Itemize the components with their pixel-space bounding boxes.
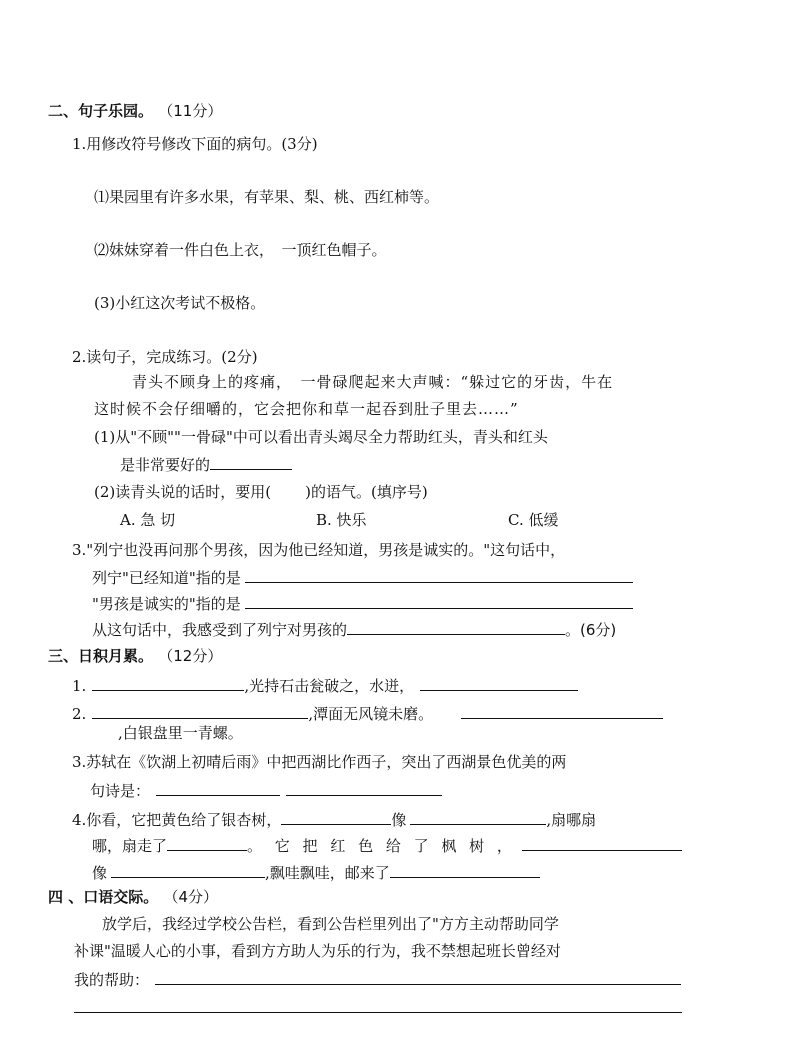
q3-4-line-3 <box>92 861 540 883</box>
q3-4-blank-1[interactable] <box>281 808 391 825</box>
q2-3-blank-3[interactable] <box>347 618 565 635</box>
q2-2-passage-line-2: 这时候不会仔细嚼的，它会把你和草一起吞到肚子里去……” <box>94 400 519 418</box>
q3-4-text-a2: 像 <box>391 811 407 829</box>
q2-3-line-1: 3."列宁也没再问那个男孩，因为他已经知道，男孩是诚实的。"这句话中， <box>72 541 566 559</box>
q3-1-blank-1[interactable] <box>92 674 244 691</box>
q3-2-blank-1[interactable] <box>92 702 308 719</box>
q3-3-line-1: 3.苏轼在《饮湖上初晴后雨》中把西湖比作西子，突出了西湖景色优美的两 <box>72 753 567 771</box>
q3-2-continuation: ,白银盘里一青螺。 <box>118 724 243 742</box>
q3-3-line-2-text: 句诗是： <box>90 782 151 800</box>
q2-2-part-2-text-b: )的语气。(填序号) <box>305 483 428 501</box>
q2-2-part-1-line-2 <box>120 453 292 475</box>
q2-1-sentence-2: ⑵妹妹穿着一件白色上衣， 一顶红色帽子。 <box>94 241 387 259</box>
q3-2-blank-2[interactable] <box>461 702 663 719</box>
s4-answer-blank-1[interactable] <box>155 968 681 985</box>
q3-1 <box>72 674 578 696</box>
q2-1-stem: 1.用修改符号修改下面的病句。(3分) <box>72 135 318 153</box>
section-3-score: （12分） <box>158 647 223 665</box>
q2-3-line-4-text: 从这句话中，我感受到了列宁对男孩的 <box>92 621 348 639</box>
q2-2-part-1-line-1: (1)从"不顾""一骨碌"中可以看出青头竭尽全力帮助红头，青头和红头 <box>94 428 548 446</box>
q3-4-blank-2[interactable] <box>410 808 546 825</box>
q3-2 <box>72 702 663 724</box>
q3-4-blank-3[interactable] <box>167 834 247 851</box>
q3-4-blank-6[interactable] <box>390 861 540 878</box>
q2-2-option-b: B. 快乐 <box>316 511 367 529</box>
q2-2-passage-line-1: 青头不顾身上的疼痛， 一骨碌爬起来大声喊：“躲过它的牙齿，牛在 <box>132 373 614 391</box>
q3-4-line-1 <box>72 808 596 830</box>
q3-2-text: ,潭面无风镜未磨。 <box>308 705 434 723</box>
q3-4-text-b2: 。 它 把 红 色 给 了 枫 树 ， <box>247 837 516 855</box>
q2-2-option-c: C. 低缓 <box>508 511 559 529</box>
section-4-heading <box>48 887 218 907</box>
q2-3-line-4 <box>92 618 616 640</box>
s4-line-3-text: 我的帮助： <box>74 971 150 989</box>
section-3-heading <box>48 646 222 666</box>
q2-2-part-2-text-a: (2)读青头说的话时，要用( <box>94 483 272 501</box>
q3-4-line-2 <box>92 834 682 856</box>
q3-4-text-a3: ,扇哪扇 <box>546 811 597 829</box>
q2-2-option-a: A. 急 切 <box>120 511 176 529</box>
q3-1-text: ,光持石击瓮破之，水迸， <box>244 677 415 695</box>
q2-3-line-4-end: 。(6分) <box>565 621 617 639</box>
q3-3-blank-1[interactable] <box>156 779 280 796</box>
s4-line-1: 放学后，我经过学校公告栏，看到公告栏里列出了"方方主动帮助同学 <box>102 915 559 933</box>
q2-2-part-1-text: 是非常要好的 <box>120 456 211 474</box>
q3-3-line-2 <box>90 779 442 801</box>
s4-answer-blank-2[interactable] <box>74 1012 682 1013</box>
q2-2-answer-blank[interactable] <box>210 453 292 470</box>
s4-line-2: 补课"温暖人心的小事，看到方方助人为乐的行为，我不禁想起班长曾经对 <box>74 942 561 960</box>
section-4-title: 四 、口语交际。 <box>48 888 159 906</box>
section-4-score: （4分） <box>163 888 219 906</box>
q3-4-text-c2: ,飘哇飘哇，邮来了 <box>265 864 390 882</box>
q2-3-line-2-text: 列宁"已经知道"指的是 <box>92 569 241 587</box>
q3-4-text-b1: 哪，扇走了 <box>92 837 168 855</box>
section-2-title: 二、句子乐园。 <box>48 102 154 120</box>
s4-line-3 <box>74 968 681 990</box>
section-2-score: （11分） <box>158 102 223 120</box>
q3-1-blank-2[interactable] <box>420 674 578 691</box>
q3-1-number: 1. <box>72 677 87 695</box>
q3-3-blank-2[interactable] <box>286 779 442 796</box>
q2-1-sentence-1: ⑴果园里有许多水果，有苹果、梨、桃、西红柿等。 <box>94 188 440 206</box>
q2-2-stem: 2.读句子，完成练习。(2分) <box>72 348 258 366</box>
q2-3-line-3 <box>92 592 633 614</box>
q3-4-text-c1: 像 <box>92 864 108 882</box>
q2-3-blank-2[interactable] <box>245 592 633 609</box>
q2-3-line-2 <box>92 566 633 588</box>
q2-1-sentence-3: (3)小红这次考试不极格。 <box>94 294 266 312</box>
q3-2-number: 2. <box>72 705 87 723</box>
q2-3-line-3-text: "男孩是诚实的"指的是 <box>92 595 241 613</box>
q2-3-blank-1[interactable] <box>245 566 633 583</box>
section-3-title: 三、日积月累。 <box>48 647 154 665</box>
q3-4-blank-4[interactable] <box>522 834 682 851</box>
section-2-heading <box>48 101 222 121</box>
q3-4-blank-5[interactable] <box>111 861 265 878</box>
q3-4-text-a1: 4.你看，它把黄色给了银杏树， <box>72 811 282 829</box>
q2-2-part-2 <box>94 482 428 502</box>
